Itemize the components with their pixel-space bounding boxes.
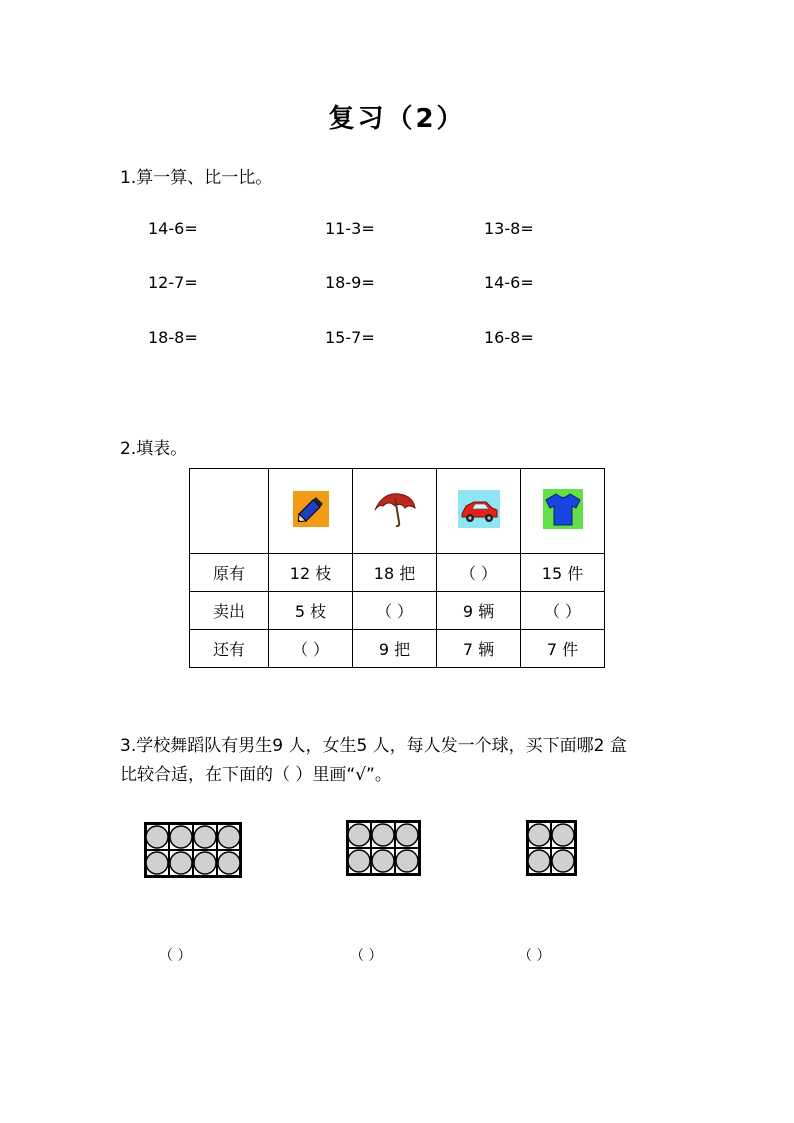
umbrella-icon (373, 490, 417, 528)
table-row (190, 630, 605, 668)
ball (218, 826, 240, 848)
equation: 15-7= (325, 328, 375, 347)
ball (552, 850, 574, 872)
equation: 13-8= (484, 219, 534, 238)
row-label: 还有 (190, 630, 269, 668)
equation: 18-8= (148, 328, 198, 347)
icon-row (190, 469, 605, 554)
car-cell (437, 469, 521, 554)
table-cell: 18 把 (353, 554, 437, 592)
q2-heading: 2.填表。 (120, 439, 188, 459)
ball (348, 824, 370, 846)
umbrella-cell (353, 469, 437, 554)
q3-line2: 比较合适，在下面的（ ）里画“√”。 (120, 765, 392, 785)
ball-box-6 (346, 820, 421, 876)
ball (170, 826, 192, 848)
pencil-cell (269, 469, 353, 554)
ball (146, 852, 168, 874)
inventory-table (189, 468, 605, 668)
equation: 18-9= (325, 273, 375, 292)
ball (528, 850, 550, 872)
q3-line1: 3.学校舞蹈队有男生9 人，女生5 人，每人发一个球，买下面哪2 盒 (120, 736, 627, 756)
equation: 14-6= (148, 219, 198, 238)
ball (348, 850, 370, 872)
ball (372, 824, 394, 846)
shirt-cell (521, 469, 605, 554)
table-cell: （ ） (353, 592, 437, 630)
ball (194, 852, 216, 874)
ball (396, 824, 418, 846)
ball (218, 852, 240, 874)
car-icon (458, 490, 500, 528)
table-cell: （ ） (521, 592, 605, 630)
ball-box-4 (526, 820, 577, 876)
table-row (190, 592, 605, 630)
row-label: 原有 (190, 554, 269, 592)
table-cell: 5 枝 (269, 592, 353, 630)
ball (194, 826, 216, 848)
table-cell: 12 枝 (269, 554, 353, 592)
answer-blank[interactable]: （ ） (518, 948, 551, 964)
equation: 16-8= (484, 328, 534, 347)
table-cell: 15 件 (521, 554, 605, 592)
equation: 14-6= (484, 273, 534, 292)
ball (396, 850, 418, 872)
q1-heading: 1.算一算、比一比。 (120, 168, 273, 188)
table-cell: 9 辆 (437, 592, 521, 630)
answer-blank[interactable]: （ ） (159, 948, 192, 964)
page-title: 复习（2） (328, 104, 466, 134)
table-cell: （ ） (269, 630, 353, 668)
table-cell: 7 件 (521, 630, 605, 668)
corner-cell (190, 469, 269, 554)
ball (170, 852, 192, 874)
shirt-icon (543, 489, 583, 529)
answer-blank[interactable]: （ ） (350, 948, 383, 964)
table-row (190, 554, 605, 592)
ball (372, 850, 394, 872)
table-cell: 9 把 (353, 630, 437, 668)
table-cell: （ ） (437, 554, 521, 592)
equation: 11-3= (325, 219, 375, 238)
ball (528, 824, 550, 846)
ball-box-8 (144, 822, 242, 878)
pencil-icon (293, 491, 329, 527)
row-label: 卖出 (190, 592, 269, 630)
table-cell: 7 辆 (437, 630, 521, 668)
ball (552, 824, 574, 846)
ball (146, 826, 168, 848)
equation: 12-7= (148, 273, 198, 292)
